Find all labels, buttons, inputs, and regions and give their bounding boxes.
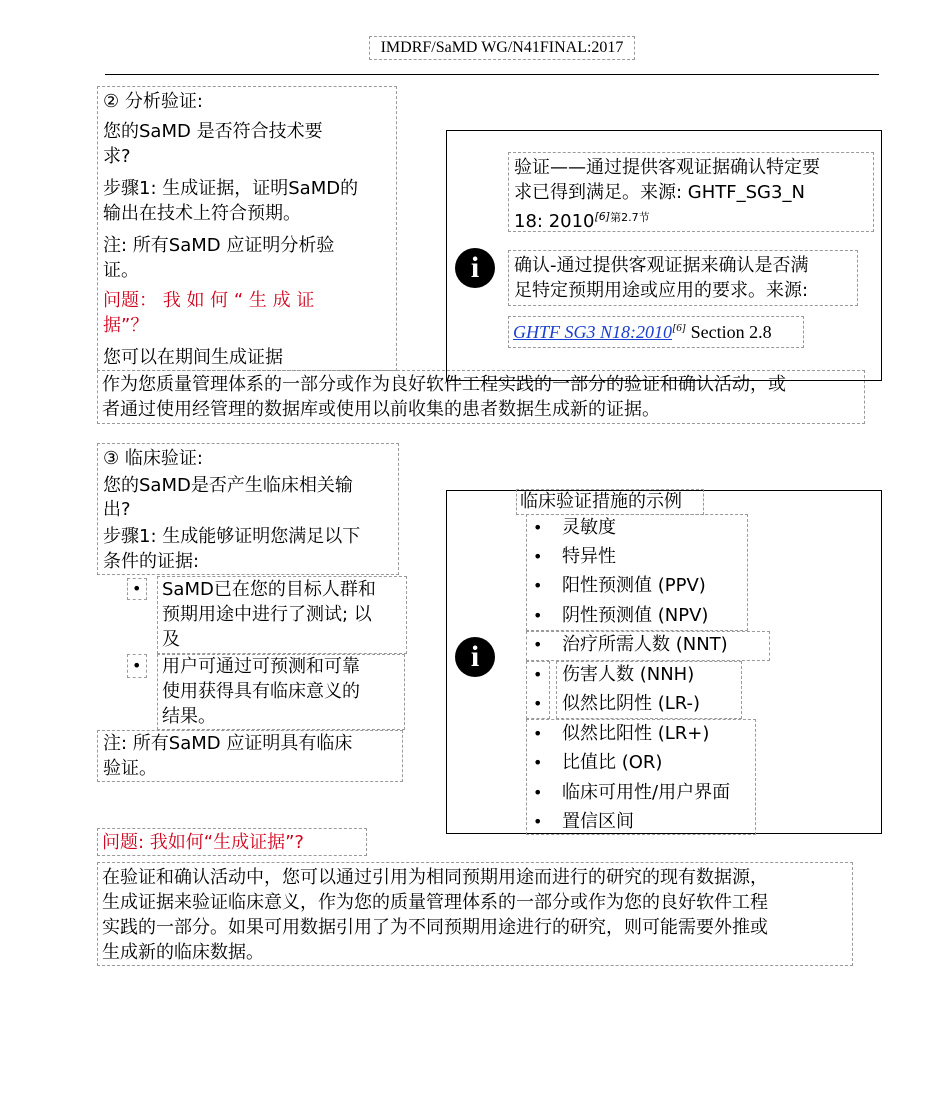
section3-evidence-line-4: 生成新的临床数据。 [102,942,264,963]
measure-item: 似然比阴性 (LR-) [562,693,701,714]
section3-evidence-line-2: 生成证据来验证临床意义，作为您的质量管理体系的一部分或作为您的良好软件工程 [102,892,768,913]
measure-item: 伤害人数 (NNH) [562,664,695,685]
measure-bullet: • [533,576,543,595]
info-icon: i [455,248,495,288]
measure-item: 特异性 [562,546,616,567]
section3-question-line-1: 您的SaMD是否产生临床相关输 [103,475,353,496]
section2-title: ② 分析验证: [103,91,203,112]
section2-question-line-2: 求? [103,146,131,167]
measure-item: 灵敏度 [562,517,616,538]
validation-citation: [6] [672,322,687,334]
validation-line-2: 足特定预期用途或应用的要求。来源: [514,280,809,301]
section3-note-line-1: 注: 所有SaMD 应证明具有临床 [103,733,353,754]
validation-section: Section 2.8 [690,322,772,342]
measure-bullet: • [533,665,543,684]
measure-item: 临床可用性/用户界面 [562,782,731,803]
section3-note-line-2: 验证。 [103,758,157,779]
section3-question-line-2: 出? [103,499,131,520]
measure-bullet: • [533,635,543,654]
clinical-measures-title: 临床验证措施的示例 [520,491,682,512]
section3-step-line-1: 步骤1: 生成能够证明您满足以下 [103,526,361,547]
verification-section: 第2.7节 [610,211,650,224]
verification-ref-text: 18: 2010 [514,211,595,232]
bullet-2-line-2: 使用获得具有临床意义的 [162,681,360,702]
measure-item: 阴性预测值 (NPV) [562,605,709,626]
bullet-2-line-3: 结果。 [162,706,216,727]
measure-item: 比值比 (OR) [562,752,663,773]
bullet-1-line-1: SaMD已在您的目标人群和 [162,579,376,600]
verification-reference [514,205,650,234]
measure-item: 似然比阳性 (LR+) [562,723,710,744]
measure-bullet: • [533,547,543,566]
section3-red-question: 问题: 我如何“生成证据”? [102,832,304,853]
measure-item: 置信区间 [562,811,634,832]
measure-bullet: • [533,753,543,772]
section2-step-line-2: 输出在技术上符合预期。 [103,203,301,224]
measure-bullet: • [533,518,543,537]
section2-note-line-1: 注: 所有SaMD 应证明分析验 [103,235,335,256]
verification-line-2: 求已得到满足。来源: GHTF_SG3_N [514,182,805,203]
section2-red-question-line-2: 据”？ [103,315,149,336]
document-id-header: IMDRF/SaMD WG/N41FINAL:2017 [369,36,635,60]
section3-evidence-line-1: 在验证和确认活动中，您可以通过引用为相同预期用途而进行的研究的现有数据源， [102,867,768,888]
section3-title: ③ 临床验证: [103,448,203,469]
bullet-1-line-3: 及 [162,629,180,650]
section3-step-line-2: 条件的证据: [103,551,200,572]
section3-evidence-line-3: 实践的一部分。如果可用数据引用了为不同预期用途进行的研究，则可能需要外推或 [102,917,768,938]
section2-step-line-1: 步骤1: 生成证据，证明SaMD的 [103,178,359,199]
info-icon: i [455,637,495,677]
section2-evidence-intro: 您可以在期间生成证据 [103,347,283,368]
measure-item: 治疗所需人数 (NNT) [562,634,728,655]
measure-bullet: • [533,812,543,831]
section2-evidence-line-2: 者通过使用经管理的数据库或使用以前收集的患者数据生成新的证据。 [102,399,660,420]
validation-line-1: 确认-通过提供客观证据来确认是否满 [514,255,809,276]
bullet-1-line-2: 预期用途中进行了测试; 以 [162,604,372,625]
section2-evidence-line-1: 作为您质量管理体系的一部分或作为良好软件工程实践的一部分的验证和确认活动，或 [102,374,786,395]
ghtf-reference-link[interactable]: GHTF SG3 N18:2010 [513,322,673,342]
measure-bullet: • [533,724,543,743]
measure-item: 阳性预测值 (PPV) [562,575,706,596]
bullet-2-line-1: 用户可通过可预测和可靠 [162,656,360,677]
header-rule [105,74,879,75]
verification-line-1: 验证——通过提供客观证据确认特定要 [514,157,820,178]
section2-red-question-line-1: 问题： 我 如 何 “ 生 成 证 [103,290,315,311]
bullet-marker-1: • [132,579,142,598]
bullet-marker-2: • [132,656,142,675]
section2-note-line-2: 证。 [103,260,139,281]
measure-bullet: • [533,783,543,802]
verification-citation: [6] [594,210,611,223]
measure-bullet: • [533,694,543,713]
measure-bullet: • [533,606,543,625]
validation-source-line [513,320,772,344]
section2-question-line-1: 您的SaMD 是否符合技术要 [103,121,323,142]
